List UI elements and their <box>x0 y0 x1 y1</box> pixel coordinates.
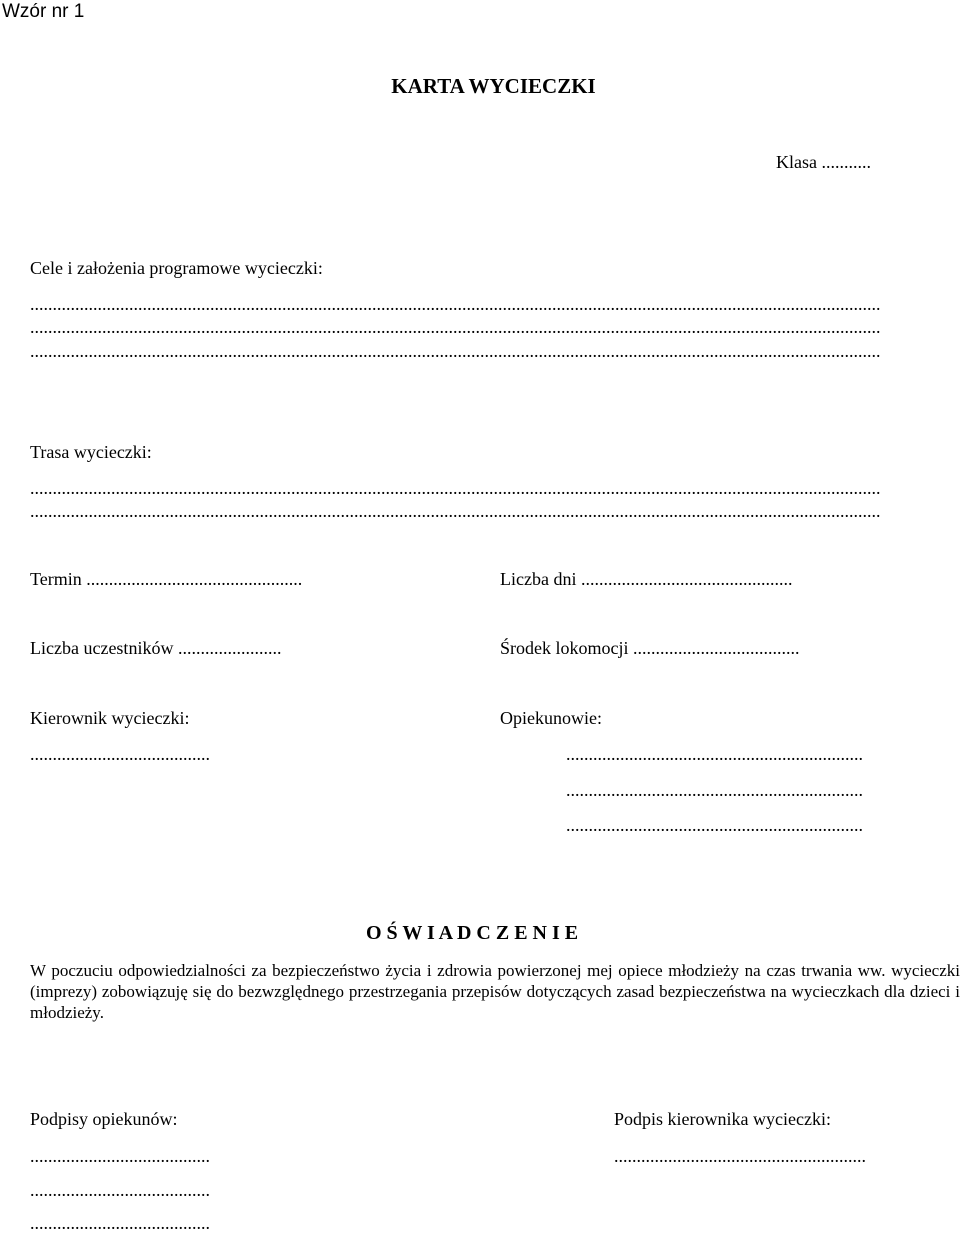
route-line-1: ............................................................................................................................................................................................. <box>30 479 881 497</box>
guardian-signature-line-1: ........................................ <box>30 1146 210 1166</box>
route-line-2: ............................................................................................................................................................................................. <box>30 502 881 520</box>
guardians-label: Opiekunowie: <box>500 708 602 728</box>
leader-signature-label: Podpis kierownika wycieczki: <box>614 1109 831 1129</box>
route-label: Trasa wycieczki: <box>30 442 152 462</box>
participants-field: Liczba uczestników ....................... <box>30 638 282 658</box>
class-field: Klasa ........... <box>776 152 871 172</box>
goals-line-3: ............................................................................................................................................................................................. <box>30 342 881 360</box>
leader-label: Kierownik wycieczki: <box>30 708 190 728</box>
guardian-line-2: .................................................................. <box>566 780 863 800</box>
term-field: Termin ................................................ <box>30 569 303 589</box>
goals-line-2: ............................................................................................................................................................................................. <box>30 318 881 336</box>
days-field: Liczba dni ............................................... <box>500 569 793 589</box>
leader-signature-line: ........................................................ <box>614 1146 866 1166</box>
leader-line: ........................................ <box>30 744 210 764</box>
guardian-line-3: .................................................................. <box>566 815 863 835</box>
transport-field: Środek lokomocji ..................................... <box>500 638 800 658</box>
form-number: Wzór nr 1 <box>2 1 85 22</box>
declaration-heading: O Ś W I A D C Z E N I E <box>366 922 579 944</box>
guardian-signature-line-3: ........................................ <box>30 1213 210 1233</box>
guardian-signature-line-2: ........................................ <box>30 1180 210 1200</box>
goals-line-1: ............................................................................................................................................................................................. <box>30 295 881 313</box>
goals-label: Cele i założenia programowe wycieczki: <box>30 258 323 278</box>
page-title: KARTA WYCIECZKI <box>391 74 596 98</box>
guardians-signature-label: Podpisy opiekunów: <box>30 1109 178 1129</box>
declaration-text: W poczuciu odpowiedzialności za bezpieczeństwo życia i zdrowia powierzonej mej opiece młodzieży na czas trwania ww. wycieczki (imprezy) zobowiązuję się do bezwzględnego przestrzegania przepisów dotyczących zasad bezpieczeństwa na wycieczkach dla dzieci i młodzieży. <box>30 961 960 1022</box>
guardian-line-1: .................................................................. <box>566 744 863 764</box>
